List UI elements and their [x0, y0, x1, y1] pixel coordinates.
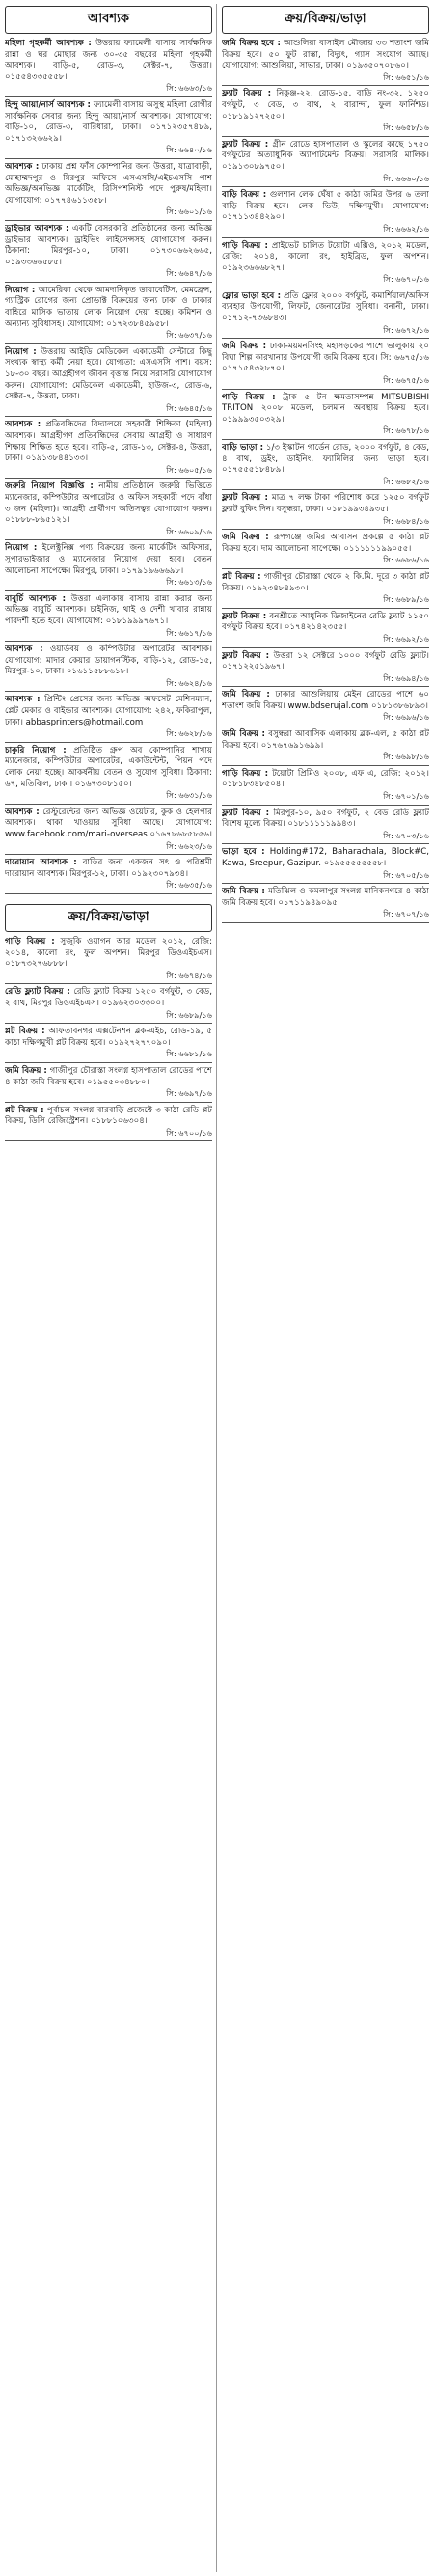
ad-code: সি: ৬৬১৭/১৬ — [166, 627, 212, 638]
ad-code: সি: ৬৬৮২/১৬ — [383, 476, 429, 486]
classified-ad — [5, 807, 212, 855]
ad-body: বাড়ির জন্য একজন সৎ ও পরিশ্রমী দারোয়ান আবশ্যক। মিরপুর-১২, ঢাকা। ০১৯২৩০৭৯৩৪। — [5, 858, 212, 879]
ad-heading: বাড়ি বিক্রয় : — [222, 190, 267, 201]
ad-heading: রেডি ফ্ল্যাট বিক্রয় : — [5, 987, 70, 998]
ad-heading: জমি বিক্রয় : — [222, 342, 267, 352]
ad-code: সি: ৬৬৯৭/১৬ — [166, 1088, 212, 1099]
ad-code: সি: ৬৬২৪/১৬ — [166, 677, 212, 688]
ad-code: সি: ৬৬৮৯/১৬ — [383, 594, 429, 605]
classified-ad — [222, 571, 429, 609]
ad-heading: ফ্ল্যাট বিক্রয় : — [222, 808, 270, 818]
ad-body: ইলেক্ট্রনিক্স পণ্য বিক্রয়ের জন্য মার্কেটিং অফিসার, সুপারভাইজার ও ম্যানেজার নিয়োগ দেয়া হবে। বেতন আলোচনা সাপেক্ষে। মিরপুর, ঢাকা। ০১৭৯১৯৬৬৬৯৮। — [5, 543, 212, 576]
classified-ad — [222, 290, 429, 339]
classified-ad — [222, 240, 429, 288]
classified-ad — [222, 88, 429, 136]
sale-ads-list-right — [222, 38, 429, 923]
ad-heading: জমি বিক্রয় : — [222, 690, 270, 700]
ad-body: আমেরিকা থেকে আমদানিকৃত ডায়াবেটিস, মেমব্রেন্স, গ্যাস্ট্রিক রোগের জন্য প্রোডাক্ট বিক্রয়ের জন্য ঢাকা ও ঢাকার বাহিরে মাসিক ভাতায় লোক নিয়োগ দেয়া হচ্ছে। কমিশন ও অন্যান্য সুবিধাসহ। যোগাযোগ: ০১৭২৩৮৪৫৯৫৮। — [5, 285, 212, 329]
ad-heading: জমি বিক্রয় : — [5, 1065, 47, 1076]
classified-ad — [222, 492, 429, 530]
ad-heading: ফ্ল্যাট বিক্রয় : — [222, 650, 270, 661]
classified-ad — [222, 611, 429, 648]
classified-ad — [5, 223, 212, 283]
classified-ad — [5, 480, 212, 540]
classified-ad — [5, 593, 212, 642]
classified-ad — [222, 189, 429, 237]
ad-body: আশুলিয়া বাসাইল মৌজায় ৩৩ শতাংশ জমি বিক্রয় হবে। ৫০ ফুট রাস্তা, বিদ্যুৎ, গ্যাস সংযোগ আছে। যোগাযোগ: আশুলিয়া, সাভার, ঢাকা। ০১৯৩৫০৭০৮৬০। — [222, 39, 429, 71]
classified-ad — [222, 728, 429, 766]
ad-heading: নিয়োগ : — [5, 543, 38, 554]
ad-body: গাজীপুর চৌরাস্তা সংলগ্ন হাসপাতাল রোডের পাশে ৪ কাঠা জমি বিক্রয় হবে। ০১৯৫৫০৩৪৮৮০। — [5, 1065, 212, 1087]
ad-code: সি: ৬৬৪০/১৬ — [166, 145, 212, 155]
ad-body: মিরপুর-১০, ৯৫০ বর্গফুট, ২ বেড রেডি ফ্ল্যাট বিশেষ মূল্যে বিক্রয়। ০১৮১১১১১৯৯৪৩। — [222, 808, 429, 830]
ad-body: উত্তরা ১২ সেক্টরে ১০০০ বর্গফুট রেডি ফ্ল্যাট। ০১৭১২২৫১৯৬৭। — [222, 650, 429, 672]
classified-ad — [5, 857, 212, 894]
ad-body: পূর্বাচল সংলগ্ন বারবাড়ি প্রজেক্টে ৩ কাঠা রেডি প্লট বিক্রয়, ডিসি রেজিস্ট্রেশন। ০১৮৮১০৬৩০৪। — [5, 1105, 212, 1127]
ad-heading: ফ্ল্যাট বিক্রয় : — [222, 611, 267, 621]
ad-code: সি: ৬৬০১/১৬ — [166, 206, 212, 217]
classified-ad — [222, 886, 429, 923]
classified-ad — [5, 1026, 212, 1063]
classified-ad — [5, 694, 212, 742]
ad-heading: ফ্লোর ভাড়া হবে : — [222, 290, 282, 301]
left-column — [5, 4, 212, 2572]
ad-body: মাত্র ৭ লক্ষ টাকা পরিশোধ করে ১২৫০ বর্গফুট ফ্ল্যাট বুকিং দিন। বসুন্ধরা, ঢাকা। ০১৮১৯৯৩৪৯৩৫। — [222, 493, 429, 514]
classified-ad — [5, 99, 212, 159]
ad-code: সি: ৬৬৭৪/১৬ — [166, 970, 212, 980]
classified-ad — [222, 442, 429, 490]
ad-body: Holding#172, Baharachala, Block#C, Kawa, Sreepur, Gazipur. ০১৯৫৫৫৫৫৫৫৮। — [222, 847, 429, 868]
ad-heading: আবশ্যক : — [5, 644, 43, 655]
ad-code: সি: ৬৬৯২/১৬ — [383, 633, 429, 644]
ad-code: সি: ৬৭০১/১৬ — [383, 791, 429, 802]
ad-body: বনশ্রীতে আধুনিক ডিজাইনের রেডি ফ্ল্যাট ১১৫০ বর্গফুট বিক্রয় হবে। ০১৭৪২১৪২৩৫৫। — [222, 611, 429, 633]
classified-ad — [222, 846, 429, 884]
classified-ad — [5, 1065, 212, 1103]
classified-ad — [5, 542, 212, 590]
ad-heading: দারোয়ান আবশ্যক : — [5, 858, 77, 868]
ad-code: সি: ৬৬৬২/১৬ — [383, 223, 429, 233]
ad-code: সি: ৬৬০৯/১৬ — [166, 526, 212, 536]
ad-body: উত্তরায় আইডি মেডিকেল একাডেমী সেন্টারে কিছু সংখ্যক স্বাস্থ্য কর্মী নেয়া হবে। যোগ্যতা: এসএসসি পাশ। বয়স: ১৮-৩০ বছর। আগ্রহীগণ জীবন বৃত্তান্ত নিয়ে সরাসরি যোগাযোগ করুন। যোগাযোগ: মেডিকেল একাডেমী, হাউজ-৩, রোড-৬, সেক্টর-৭, উত্তরা, ঢাকা। — [5, 346, 212, 402]
ad-heading: ড্রাইভার আবশ্যক : — [5, 223, 69, 233]
ad-heading: আবশ্যক : — [5, 161, 40, 172]
classified-ad — [222, 139, 429, 187]
ad-heading: নিয়োগ : — [5, 285, 36, 295]
ad-body: নিকুঞ্জ-২২, রোড-১৫, বাড়ি নং-৩২, ১২৫০ বর্গফুট, ৩ বেড, ৩ বাথ, ২ বারান্দা, ফুল ফার্নিশড। ০১৮১৯১২৭২৫০। — [222, 89, 429, 122]
ad-heading: ভাড়া হবে : — [222, 847, 265, 858]
classified-ad — [5, 285, 212, 344]
ad-heading: জরুরি নিয়োগ বিজ্ঞপ্তি : — [5, 481, 94, 492]
ad-heading: ফ্ল্যাট বিক্রয় : — [222, 493, 268, 504]
ad-code: সি: ৬৬৭৮/১৬ — [383, 425, 429, 436]
ad-code: সি: ৬৬৪৫/১৬ — [166, 402, 212, 413]
section-header-sale-left: ক্রয়/বিক্রয়/ভাড়া — [5, 904, 212, 932]
ad-body: গাজীপুর চৌরাস্তা থেকে ২ কি.মি. দূরে ৩ কাঠা প্লট বিক্রয়। ০১৯২৩৪৮৪৯৩০। — [222, 571, 429, 593]
ad-code: সি: ৬৭০৫/১৬ — [383, 869, 429, 880]
ad-heading: প্লট বিক্রয় : — [5, 1105, 44, 1115]
classified-ad — [5, 161, 212, 221]
ad-body: একটি বেসরকারি প্রতিষ্ঠানের জন্য অভিজ্ঞ ড্রাইভার আবশ্যক। ড্রাইভিং লাইসেন্সসহ যোগাযোগ করুন। ঠিকানা: মিরপুর-১০, ঢাকা। ০১৭৩০৬৬২৬৬৫, ০১৯৩৩৬৬৫৮৫। — [5, 223, 212, 267]
ad-body: বসুন্ধরা আবাসিক এলাকায় ব্লক-এল, ৫ কাঠা প্লট বিক্রয় হবে। ০১৭৬৭৬৯১৬৯৯। — [222, 729, 429, 751]
ad-code: সি: ৬৬২৩/১৬ — [166, 840, 212, 851]
classified-ad — [222, 532, 429, 569]
ad-code: সি: ৬৬২৮/১৬ — [166, 728, 212, 739]
ad-heading: হিন্দু আয়া/নার্স আবশ্যক : — [5, 99, 91, 110]
ad-code: সি: ৬৬৩১/১৬ — [166, 790, 212, 801]
classified-ad — [222, 341, 429, 389]
ad-code: সি: ৬৬৮৪/১৬ — [383, 515, 429, 526]
ad-heading: জমি বিক্রয় : — [222, 729, 265, 740]
ad-code: সি: ৬৭০৩/১৬ — [383, 830, 429, 840]
ad-body: ১/৩ ইস্কাটন গার্ডেন রোড, ২০০০ বর্গফুট, ৪ বেড, ৪ বাথ, ড্রইং, ডাইনিং, ফ্যামিলির জন্য ভাড়া হবে। ০১৭৫৫৫১৮৪৮৯। — [222, 443, 429, 476]
ad-body: ট্রাক ৫ টন ক্ষমতাসম্পন্ন MITSUBISHI TRITON ২০০৮ মডেল, চলমান অবস্থায় বিক্রয় হবে। ০১৯৯৯৩৫০৩২৯। — [222, 392, 429, 425]
ad-heading: জমি বিক্রয় : — [222, 533, 269, 543]
ad-code: সি: ৬৬৬৩/১৬ — [166, 83, 212, 94]
classified-ad — [5, 38, 212, 97]
ad-body: আফতাবনগর এক্সটেনশন ব্লক-এইচ, রোড-১৯, ৫ কাঠা দক্ষিণমুখী প্লট বিক্রয় হবে। ০১৯২৭২৭৭০৯০। — [5, 1027, 212, 1048]
classified-ad — [5, 745, 212, 805]
ad-code: সি: ৬৬৯৪/১৬ — [383, 672, 429, 683]
ad-heading: মহিলা গৃহকর্মী আবশ্যক : — [5, 39, 92, 48]
ad-heading: আবশ্যক : — [5, 420, 41, 430]
ad-body: মতিঝিল ও কমলাপুর সংলগ্ন মানিকনগরে ৪ কাঠা জমি বিক্রয় হবে। ০১৭১১৯৪৯০৯৫। — [222, 887, 429, 908]
ad-heading: ফ্ল্যাট বিক্রয় : — [222, 89, 272, 99]
ad-body: রেস্টুরেন্টের জন্য অভিজ্ঞ ওয়েটার, কুক ও হেলপার আবশ্যক। থাকা খাওয়ার সুবিধা আছে। যোগাযোগ: www.facebook.com/mari-overseas ০১৬৭৮৬৮৫৮৫৬। — [5, 807, 212, 839]
ad-code: সি: ৬৬১৩/১৬ — [166, 577, 212, 588]
ad-body: ঢাকায় প্রশ্ন ফাঁস কোম্পানির জন্য উত্তরা, যাত্রাবাড়ী, মোহাম্মদপুর ও মিরপুর অফিসে এসএসসি/এইচএসসি পাশ অভিজ্ঞ/অনভিজ্ঞ মার্কেটিং, রিসিপশনিস্ট পদে পুরুষ/মহিলা। যোগাযোগ: ০১৭৭৪৬১১৩৫৮। — [5, 161, 212, 206]
ad-heading: চাকুরি নিয়োগ : — [5, 745, 67, 755]
ad-code: সি: ৬৬৬০/১৬ — [383, 173, 429, 183]
ad-body: গুলশান লেক ঘেঁষা ৫ কাঠা জমির উপর ৬ তলা বাড়ি বিক্রয় হবে। লেক ভিউ, দক্ষিণমুখী। যোগাযোগ: ০১৭১১৩৪৪২৯০। — [222, 190, 429, 223]
ad-heading: গাড়ি বিক্রয় : — [5, 936, 55, 946]
classified-ad — [5, 346, 212, 418]
classified-ad — [222, 392, 429, 440]
ad-code: সি: ৬৬৩৭/১৬ — [166, 330, 212, 341]
ad-heading: প্লট বিক্রয় : — [222, 571, 261, 582]
column-divider — [216, 4, 217, 2572]
ad-body: উত্তরা এলাকায় বাসায় রান্না করার জন্য অভিজ্ঞ বাবুর্চি আবশ্যক। চাইনিজ, থাই ও দেশী খাবার রান্নায় পারদর্শী হতে হবে। যোগাযোগ: ০১৮১৯৯৯৭৬৭১। — [5, 593, 212, 626]
ad-body: প্রতিষ্ঠিত গ্রুপ অব কোম্পানির শাখায় ম্যানেজার, কম্পিউটার অপারেটর, একাউন্টেন্ট, পিয়ন পদে লোক নেয়া হচ্ছে। আকর্ষনীয় বেতন ও সুযোগ সুবিধা। ঠিকানা: ৬৭, মতিঝিল, ঢাকা। ০১৬৭৩০৮১৫০। — [5, 745, 212, 789]
ad-code: সি: ৬৬৮৬/১৬ — [383, 555, 429, 565]
ad-code: সি: ৬৭০৭/১৬ — [383, 909, 429, 919]
ad-heading: বাবুর্চি আবশ্যক : — [5, 593, 67, 604]
ad-code: সি: ৬৬৭২/১৬ — [383, 324, 429, 335]
section-header-wanted: আবশ্যক — [5, 6, 212, 34]
ad-code: সি: ৬৬৪৭/১৬ — [166, 268, 212, 279]
classified-ad — [222, 38, 429, 86]
ad-body: রেডি ফ্ল্যাট বিক্রয় ১২৫০ বর্গফুট, ৩ বেড, ২ বাথ, মিরপুর ডিওএইচএস। ০১৯৬২৩০৩৩০০। — [5, 987, 212, 1008]
ad-body: নামীয় প্রতিষ্ঠানে জরুরি ভিত্তিতে ম্যানেজার, কম্পিউটার অপারেটর ও অফিস সহকারী পদে বাঁধা ৩ জন (মহিলা)। আগ্রহী প্রার্থীগণ অতিসত্বর যোগাযোগ করুন। ০১৮৮৮-৮৯৫১২১। — [5, 481, 212, 526]
classified-ad — [222, 650, 429, 688]
section-header-sale-right: ক্রয়/বিক্রয়/ভাড়া — [222, 6, 429, 34]
ad-body: রূপগঞ্জে জমির আবাসন প্রকল্পে ৫ কাঠা প্লট বিক্রয় হবে। দাম আলোচনা সাপেক্ষে। ০১১১১১১৯৯০৫৫। — [222, 533, 429, 554]
ad-body: সুজুকি ওয়াগন আর মডেল ২০১২, রেজি: ২০১৪, কালো রং, ফুল অপশন। মিরপুর ডিওএইচএস। ০১৮৭৩২৭৬৮৮৮। — [5, 936, 212, 970]
ad-heading: গাড়ি বিক্রয় : — [222, 768, 269, 779]
ad-code: সি: ৬৬৯৬/১৬ — [383, 712, 429, 723]
ad-body: গ্রীন রোডে হাসপাতাল ও স্কুলের কাছে ১৭৫০ বর্গফুটের অত্যাধুনিক অ্যাপার্টমেন্ট বিক্রয়। সরাসরি মালিক। ০১৯১৩০৮৯৭৫০। — [222, 139, 429, 172]
ad-heading: গাড়ি বিক্রয় : — [222, 392, 276, 402]
ad-heading: জমি বিক্রয় হবে : — [222, 39, 281, 48]
ad-body: প্রতিবন্ধিদের বিদ্যালয়ে সহকারী শিক্ষিকা (মহিলা) আবশ্যক। আগ্রহীগণ প্রতিবন্ধিদের সেবায় আগ্রহী ও সাধারণ শিক্ষায় শিক্ষিত হতে হবে। বাড়ি-৫, রোড-১৩, সেক্টর-৪, উত্তরা, ঢাকা। ০১৯১৩৮৪৪১৩৩। — [5, 420, 212, 464]
ad-code: সি: ৬৬৫১/১৬ — [383, 71, 429, 82]
ad-heading: জমি বিক্রয় : — [222, 887, 265, 897]
ad-heading: বাড়ি ভাড়া : — [222, 443, 264, 452]
classified-ad — [5, 419, 212, 479]
ad-body: ঢাকা-ময়মনসিংহ মহাসড়কের পাশে ভালুকায় ২০ বিঘা শিল্প কারখানার উপযোগী জমি বিক্রয় হবে। সি: ৬৬৭৫/১৬ ০১৭১৫৪৩২৮৭০। — [222, 342, 429, 374]
ad-code: সি: ৬৭০০/১৬ — [166, 1127, 212, 1137]
ad-heading: আবশ্যক : — [5, 695, 41, 705]
ad-heading: ফ্ল্যাট বিক্রয় : — [222, 139, 269, 150]
classified-ad — [222, 768, 429, 806]
classified-ad — [5, 936, 212, 984]
ad-body: প্রাইভেট চালিত টয়োটা এক্সিও, ২০১২ মডেল, রেজি: ২০১৪, কালো রং, হাইব্রিড, ফুল অপশন। ০১৯২৩৬৬৬৮২৭। — [222, 240, 429, 273]
ad-code: সি: ৬৬৮১/১৬ — [166, 1049, 212, 1059]
ad-code: সি: ৬৬০৫/১৬ — [166, 464, 212, 475]
classified-ad — [5, 644, 212, 692]
classified-ad — [5, 1105, 212, 1142]
ad-body: ফ্যামেলী বাসায় অসুস্থ মহিলা রোগীর সার্বক্ষনিক সেবার জন্য হিন্দু আয়া/নার্স আবশ্যক। যোগাযোগ: বাড়ি-১০, রোড-৩, বারিধারা, ঢাকা। ০১৭১২৩৫৭৪৮৯, ০১৭১৩২৬৬২৯। — [5, 99, 212, 144]
ad-body: ওয়ার্ডবয় ও কম্পিউটার অপারেটর আবশ্যক। যোগাযোগ: মাদার কেয়ার ডায়াগনস্টিক, বাড়ি-১২, রোড-১৫, মিরপুর-১০, ঢাকা। ০১৬১১৫৮৮৬১৮। — [5, 644, 212, 677]
ad-body: টয়োটা প্রিমিও ২০০৮, এফ এ, রেজি: ২০১২। ০১৮১৮৩৪৮৫০৪। — [222, 768, 429, 790]
ad-code: সি: ৬৬৭০/১৬ — [383, 274, 429, 285]
ad-heading: প্লট বিক্রয় : — [5, 1027, 45, 1037]
wanted-ads-list — [5, 38, 212, 894]
ad-body: প্রতি ফ্লোর ২০০০ বর্গফুট, কমার্শিয়াল/অফিস ব্যবহার উপযোগী, লিফট, জেনারেটর সুবিধা। বনানী, ঢাকা। ০১৭১২-৭৩৬৮৪৩। — [222, 290, 429, 324]
classified-ad — [222, 689, 429, 726]
ad-code: সি: ৬৬৯৮/১৬ — [383, 752, 429, 762]
ad-heading: আবশ্যক : — [5, 807, 40, 817]
classified-ad — [5, 986, 212, 1024]
ad-code: সি: ৬৬৫৮/১৬ — [383, 123, 429, 133]
ad-code: সি: ৬৬৩৫/১৬ — [166, 880, 212, 891]
ad-body: ঢাকার আশুলিয়ায় মেইন রোডের পাশে ৬০ শতাংশ জমি বিক্রয়। www.bdserujal.com ০১৮১৩৮৬৮৯৩। — [222, 690, 429, 711]
ad-body: উত্তরায় ফ্যামেলী বাসায় সার্বক্ষনিক রান্না ও ঘর মোছার জন্য ৩০-৩৫ বছরের মহিলা গৃহকর্মী আবশ্যক। বাড়ি-৫, রোড-৩, সেক্টর-৭, উত্তরা। ০১৫৫৪৩৩৫৫৫৮। — [5, 39, 212, 82]
classified-ad — [222, 808, 429, 845]
ad-body: প্রিন্টিং প্রেসের জন্য অভিজ্ঞ অফসেট মেশিনম্যান, প্লেট মেকার ও বাইন্ডার আবশ্যক। যোগাযোগ: ২৪২, ফকিরাপুল, ঢাকা। abbasprinters@hotmail.com — [5, 695, 212, 727]
ad-code: সি: ৬৬৭৫/১৬ — [383, 375, 429, 386]
ad-code: সি: ৬৬৮৯/১৬ — [166, 1009, 212, 1020]
sale-ads-list-left — [5, 936, 212, 1142]
right-column — [222, 4, 429, 2572]
ad-heading: নিয়োগ : — [5, 346, 37, 357]
ad-heading: গাড়ি বিক্রয় : — [222, 240, 268, 251]
